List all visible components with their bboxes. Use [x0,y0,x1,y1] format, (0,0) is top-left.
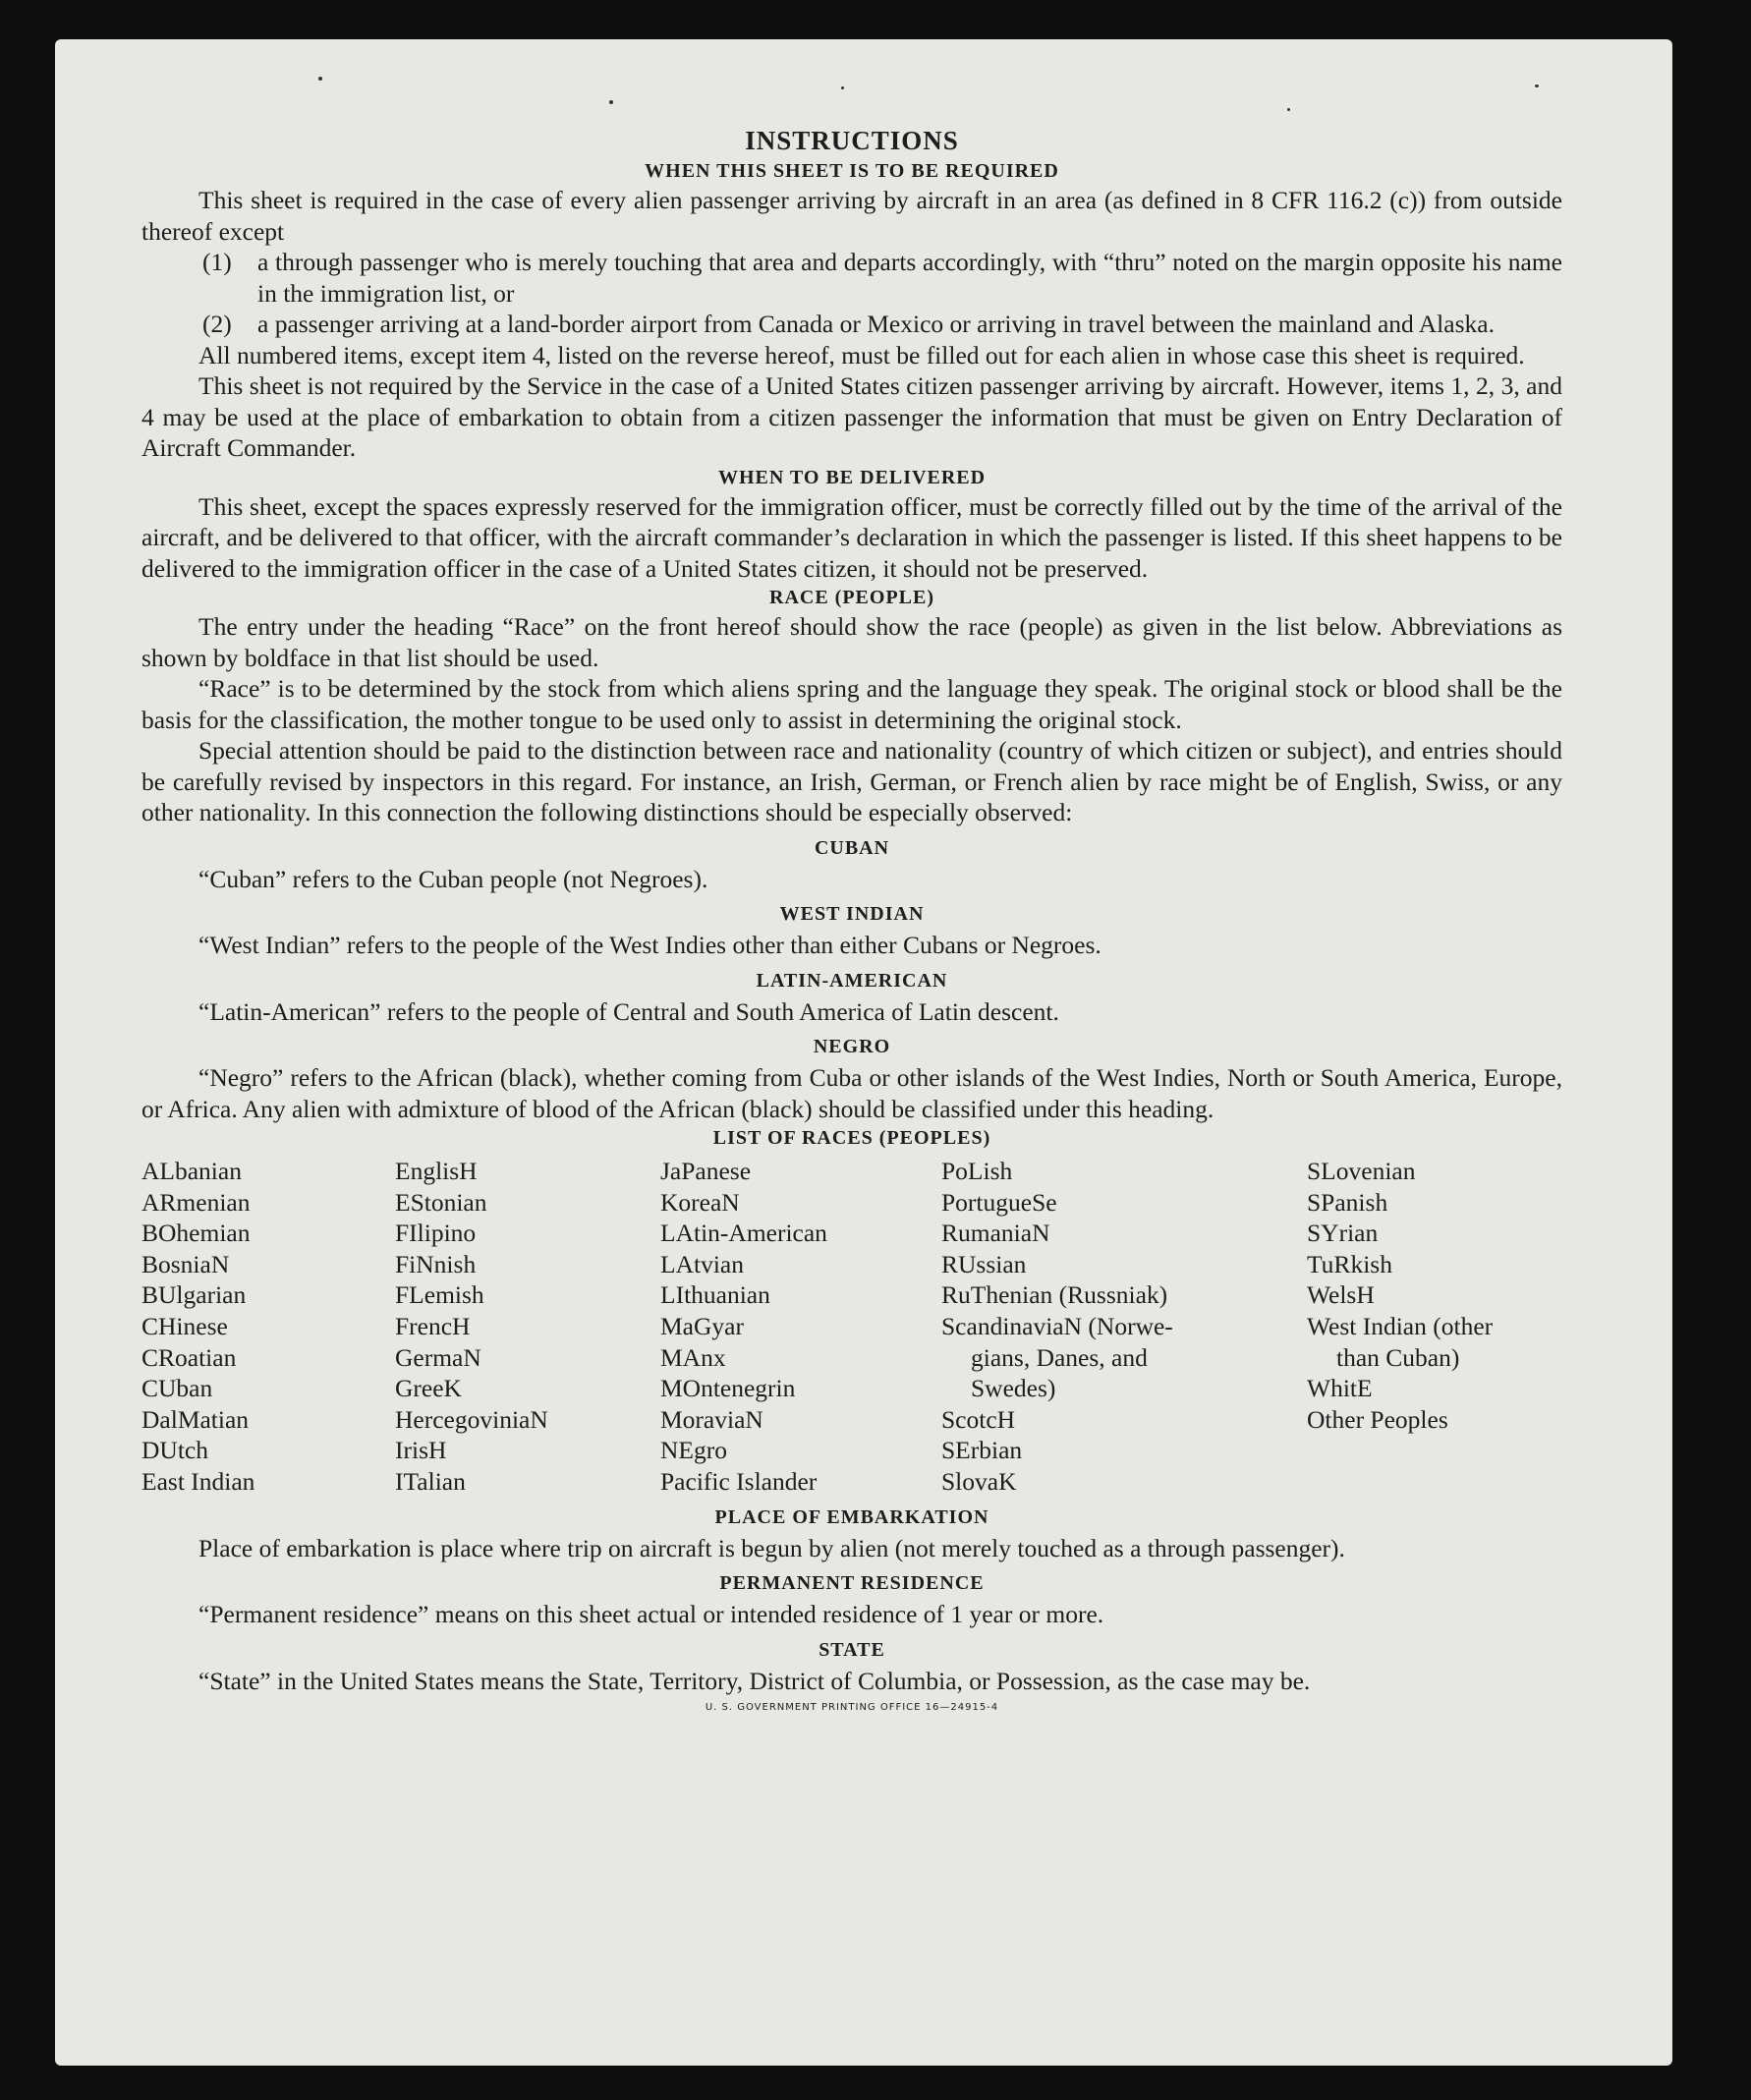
race-entry: WhitE [1307,1374,1373,1403]
race-entry: RumaniaN [941,1219,1050,1248]
embarkation-text: Place of embarkation is place where trip on aircraft is begun by alien (not merely touched as a through passenger). [198,1533,1345,1562]
race-entry: LAtvian [660,1249,744,1278]
race-entry: FiNnish [395,1249,477,1278]
race-entry: MaGyar [660,1311,744,1340]
residence-text: “Permanent residence” means on this sheet actual or intended residence of 1 year or more. [198,1600,1104,1629]
section-heading-cuban: CUBAN [814,836,890,859]
race-entry: TuRkish [1307,1249,1392,1278]
race-entry: HercegoviniaN [395,1404,548,1434]
section-heading-latin-american: LATIN-AMERICAN [756,969,948,992]
race-entry: WelsH [1307,1280,1375,1310]
required-para-3: This sheet is not required by the Service in the case of a United States citizen passenger arriving by aircraft. However, items 1, 2, 3, and 4 may be used at the place of embarkation to obtain from a citizen passenger the information that must be given on Entry Declaration of Aircraft Commander. [141,371,1562,462]
race-entry: ARmenian [141,1187,251,1217]
race-entry: CUban [141,1374,213,1403]
race-entry: ITalian [395,1466,466,1496]
section-heading-west-indian: WEST INDIAN [779,903,925,925]
race-entry: Other Peoples [1307,1404,1448,1434]
race-para-3: Special attention should be paid to the distinction between race and nationality (country of which citizen or subject), and entries should be carefully revised by inspectors in this regard. For instance, an Irish, German, or French alien by race might be of English, Swiss, or any other nationality. In this connection the following distinctions should be especially observed: [141,736,1562,826]
speck [1287,108,1290,111]
race-entry: RuThenian (Russniak) [941,1280,1168,1310]
instructions-body [141,124,1562,1713]
negro-text: “Negro” refers to the African (black), whether coming from Cuba or other islands of the West Indies, North or South America, Europe, or Africa. Any alien with admixture of blood of the African (black) should be classified under this heading. [141,1063,1562,1123]
latin-american-text: “Latin-American” refers to the people of Central and South America of Latin descent. [198,996,1059,1026]
speck [841,86,844,89]
race-entry-line: gians, Danes, and [971,1342,1148,1372]
race-entry: SPanish [1307,1187,1388,1217]
section-heading-delivered: WHEN TO BE DELIVERED [717,466,987,488]
race-entry: SErbian [941,1436,1023,1465]
race-entry: IrisH [395,1436,447,1465]
page-title: INSTRUCTIONS [745,126,959,155]
race-entry: SLovenian [1307,1157,1416,1185]
required-intro: This sheet is required in the case of every alien passenger arriving by aircraft in an area (as defined in 8 CFR 116.2 (c)) from outside thereof except [141,186,1562,246]
west-indian-text: “West Indian” refers to the people of the West Indies other than either Cubans or Negroes. [198,931,1101,959]
race-para-1: The entry under the heading “Race” on the front hereof should show the race (people) as given in the list below. Abbreviations as shown by boldface in that list should be used. [141,612,1562,672]
race-entry: EnglisH [395,1157,478,1185]
race-entry: GermaN [395,1342,481,1372]
race-entry: KoreaN [660,1187,740,1217]
race-entry: Pacific Islander [660,1466,818,1496]
race-entry: RUssian [941,1249,1027,1278]
race-entry: EStonian [395,1187,487,1217]
race-entry-line: Swedes) [971,1374,1056,1403]
race-entry: BosniaN [141,1249,230,1278]
section-heading-required: WHEN THIS SHEET IS TO BE REQUIRED [645,160,1059,182]
race-entry: DalMatian [141,1404,250,1434]
race-entry: FIlipino [395,1219,477,1248]
race-column [660,1156,941,1498]
race-entry [1307,1311,1562,1373]
race-entry: FLemish [395,1280,484,1310]
race-entry: MAnx [660,1342,726,1372]
race-entry: LAtin-American [660,1219,827,1248]
state-text: “State” in the United States means the State, Territory, District of Columbia, or Possession, as the case may be. [198,1666,1311,1695]
race-entry: PortugueSe [941,1187,1057,1217]
race-entry: SYrian [1307,1219,1379,1248]
race-para-2: “Race” is to be determined by the stock from which aliens spring and the language they speak. The original stock or blood shall be the basis for the classification, the mother tongue to be used only to assist in determining the original stock. [141,674,1562,734]
exception-text: a passenger arriving at a land-border airport from Canada or Mexico or arriving in travel between the mainland and Alaska. [257,310,1495,338]
speck [609,100,613,104]
race-entry: GreeK [395,1374,462,1403]
speck [318,77,322,81]
exception-number: (1) [202,248,232,276]
race-entry: BOhemian [141,1219,251,1248]
exception-text: a through passenger who is merely touching that area and departs accordingly, with “thru” noted on the margin opposite his name in the immigration list, or [257,248,1562,308]
race-entry: MOntenegrin [660,1374,796,1403]
exception-item [202,309,1562,340]
race-entry-line: ScandinaviaN (Norwe- [941,1311,1173,1340]
race-entry: PoLish [941,1157,1013,1185]
section-heading-race: RACE (PEOPLE) [769,587,934,608]
exception-item [202,247,1562,309]
race-column [941,1156,1307,1498]
race-entry: ALbanian [141,1157,242,1185]
race-entry: JaPanese [660,1157,752,1185]
race-column [141,1156,395,1498]
section-heading-residence: PERMANENT RESIDENCE [719,1572,985,1595]
race-list-table [141,1156,1562,1498]
race-entry: BUlgarian [141,1280,247,1310]
race-entry-line: than Cuban) [1336,1342,1460,1372]
cuban-text: “Cuban” refers to the Cuban people (not Negroes). [198,864,708,893]
race-entry: CHinese [141,1311,228,1340]
race-entry: NEgro [660,1436,727,1465]
section-heading-state: STATE [819,1638,885,1661]
race-entry [941,1311,1307,1404]
document-page [55,39,1672,2066]
race-entry: ScotcH [941,1404,1016,1434]
race-entry: SlovaK [941,1466,1017,1496]
delivered-text: This sheet, except the spaces expressly reserved for the immigration officer, must be correctly filled out by the time of the arrival of the aircraft, and be delivered to that officer, with the aircraft commander’s declaration in which the passenger is listed. If this sheet happens to be delivered to the immigration officer in the case of a United States citizen, it should not be preserved. [141,491,1562,583]
race-column [1307,1156,1562,1498]
race-entry: East Indian [141,1466,255,1496]
race-entry: LIthuanian [660,1280,770,1310]
printing-office-footer: U. S. GOVERNMENT PRINTING OFFICE 16—24915-4 [705,1702,999,1714]
section-heading-negro: NEGRO [813,1036,891,1057]
race-entry-line: West Indian (other [1307,1311,1494,1340]
exception-number: (2) [202,310,232,338]
race-entry: CRoatian [141,1342,237,1372]
speck [1535,85,1539,87]
exception-list [202,247,1562,340]
section-heading-race-list: LIST OF RACES (PEOPLES) [712,1127,991,1149]
race-column [395,1156,660,1498]
section-heading-embarkation: PLACE OF EMBARKATION [714,1505,989,1528]
race-entry: DUtch [141,1436,208,1465]
race-entry: MoraviaN [660,1404,763,1434]
required-para-2: All numbered items, except item 4, listed on the reverse hereof, must be filled out for each alien in whose case this sheet is required. [198,340,1525,369]
race-entry: FrencH [395,1311,471,1340]
